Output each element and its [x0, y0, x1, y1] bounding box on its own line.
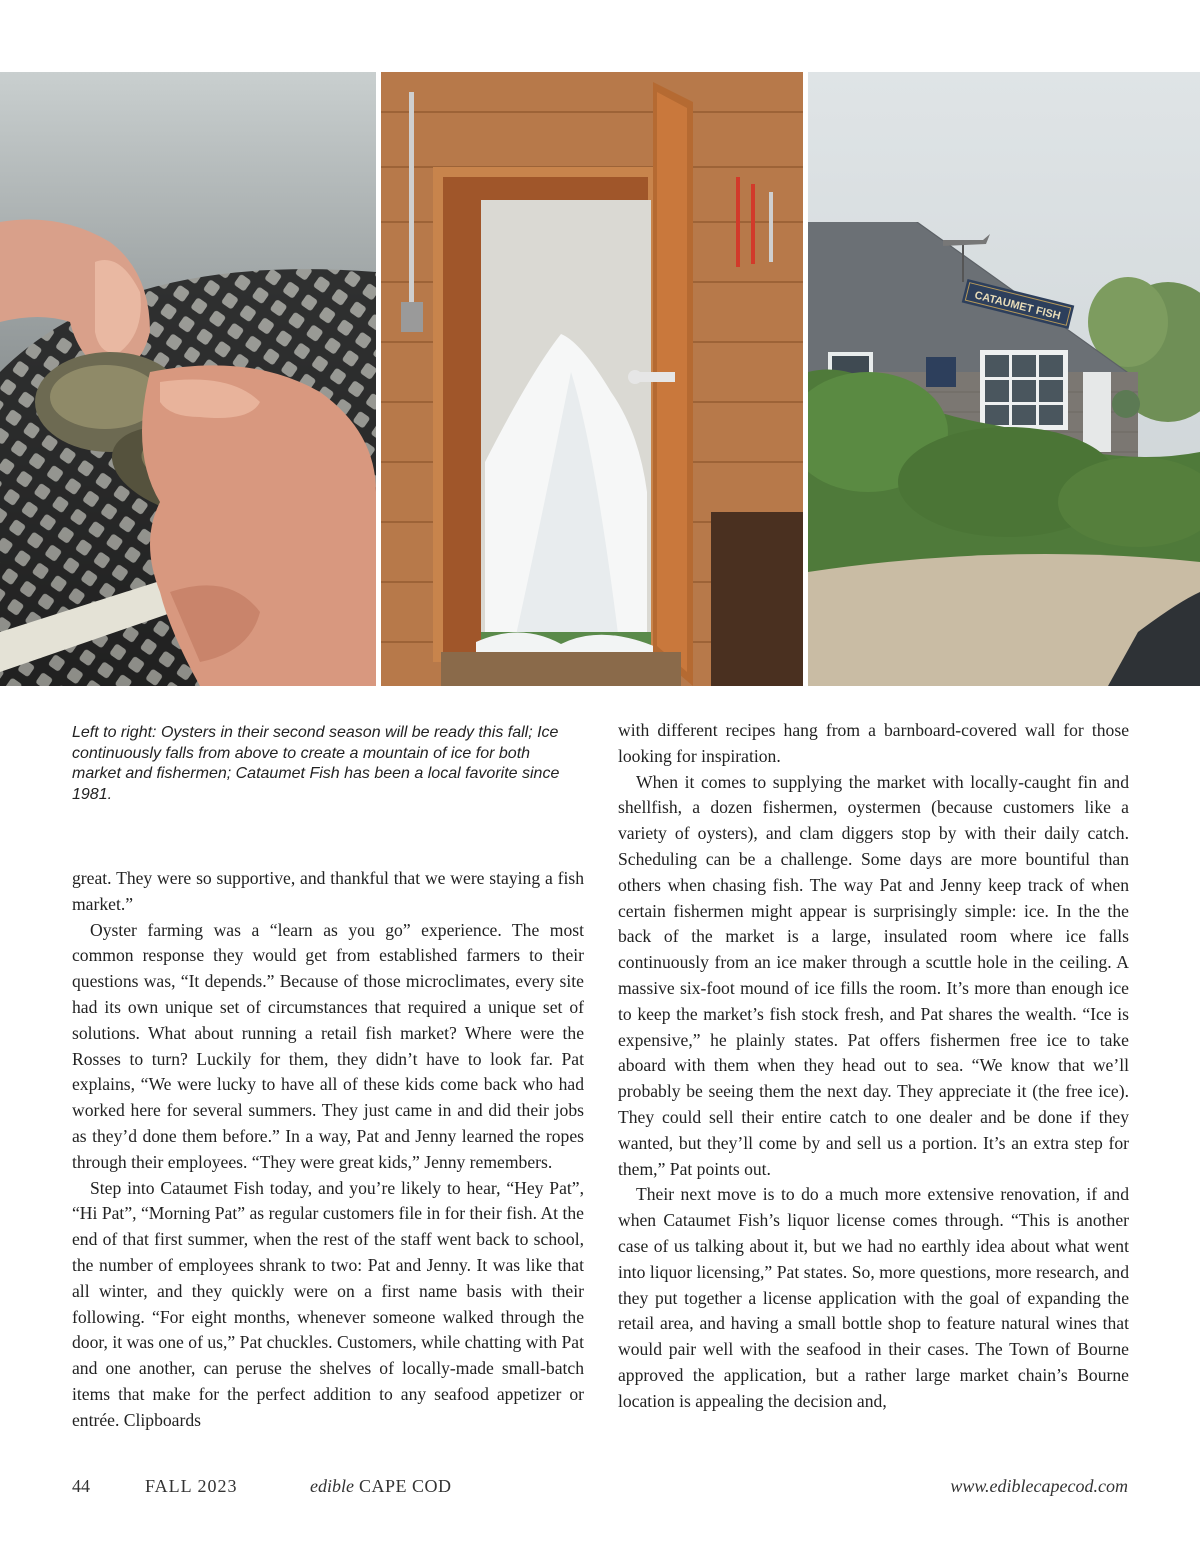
shop-sign-text: CATAUMET FISH	[973, 289, 1062, 323]
paragraph: with different recipes hang from a barnboard-covered wall for those looking for inspiration.	[618, 720, 1129, 766]
magazine-name-italic: edible	[310, 1476, 354, 1496]
article-column-right	[618, 718, 1129, 1415]
photo-ice-room	[381, 72, 803, 686]
article-column-left	[72, 866, 584, 1434]
magazine-name	[310, 1476, 452, 1497]
paragraph: When it comes to supplying the market with locally-caught fin and shellfish, a dozen fishermen, oystermen (because customers like a variety of oysters), and clam diggers stop by with their daily catch. Scheduling can be a challenge. Some days are more bountiful than others when chasing fish. The way Pat and Jenny keep track of when certain fishermen might appear is surprisingly simple: ice. In the the back of the market is a large, insulated room where ice falls continuously from an ice maker through a scuttle hole in the ceiling. A massive six-foot mound of ice fills the room. It’s more than enough ice to keep the market’s fish stock fresh, and Pat shares the wealth. “Ice is expensive,” he plainly states. Pat offers fishermen free ice to take aboard with them when they head out to sea. “We know that we’ll probably be seeing them the next day. They appreciate it (the free ice). They could sell their entire catch to one dealer and be done if they wanted, but they’ll come by and sell us a portion. It’s an extra step for them,” Pat points out.	[618, 771, 1129, 1179]
paragraph: Step into Cataumet Fish today, and you’re likely to hear, “Hey Pat”, “Hi Pat”, “Morning Pat” as regular customers file in for their fish. At the end of that first summer, when the rest of the staff went back to school, the number of employees shrank to two: Pat and Jenny. It was like that all winter, and they quickly were on a first name basis with their following. “For eight months, whenever someone walked through the door, it was one of us,” Pat chuckles. Customers, while chatting with Pat and one another, can peruse the shelves of locally-made small-batch items that make for the perfect addition to any seafood appetizer or entrée. Clipboards	[72, 1177, 584, 1430]
page-number: 44	[72, 1476, 90, 1496]
paragraph: Oyster farming was a “learn as you go” experience. The most common response they would get from established farmers to their questions was, “It depends.” Because of those microclimates, every site had its own unique set of circumstances that required a unique set of solutions. What about running a retail fish market? Where were the Rosses to turn? Luckily for them, they didn’t have to look far. Pat explains, “We were lucky to have all of these kids come back who had worked here for several summers. They just came in and did their jobs as they’d done them before.” In a way, Pat and Jenny learned the ropes through their employees. “They were great kids,” Jenny remembers.	[72, 919, 584, 1172]
photo-oysters	[0, 72, 376, 686]
photo-storefront	[808, 72, 1200, 686]
paragraph: Their next move is to do a much more extensive renovation, if and when Cataumet Fish’s liquor license comes through. “This is another case of us talking about it, but we had no earthly idea about what went into liquor licensing,” Pat states. So, more questions, more research, and they put together a license application with the goal of expanding the retail area, and having a small bottle shop to feature natural wines that would pair well with the seafood in their cases. The Town of Bourne approved the application, but a rather large market chain’s Bourne location is appealing the decision and,	[618, 1184, 1129, 1411]
website-url: www.ediblecapecod.com	[950, 1476, 1128, 1496]
magazine-name-rest: CAPE COD	[358, 1476, 452, 1496]
paragraph: great. They were so supportive, and thankful that we were staying a fish market.”	[72, 868, 584, 914]
photo-caption: Left to right: Oysters in their second season will be ready this fall; Ice continuously falls from above to create a mountain of ice for both market and fishermen; Cataumet Fish has been a local favorite since 1981.	[72, 724, 560, 803]
issue-label: FALL 2023	[145, 1476, 238, 1496]
